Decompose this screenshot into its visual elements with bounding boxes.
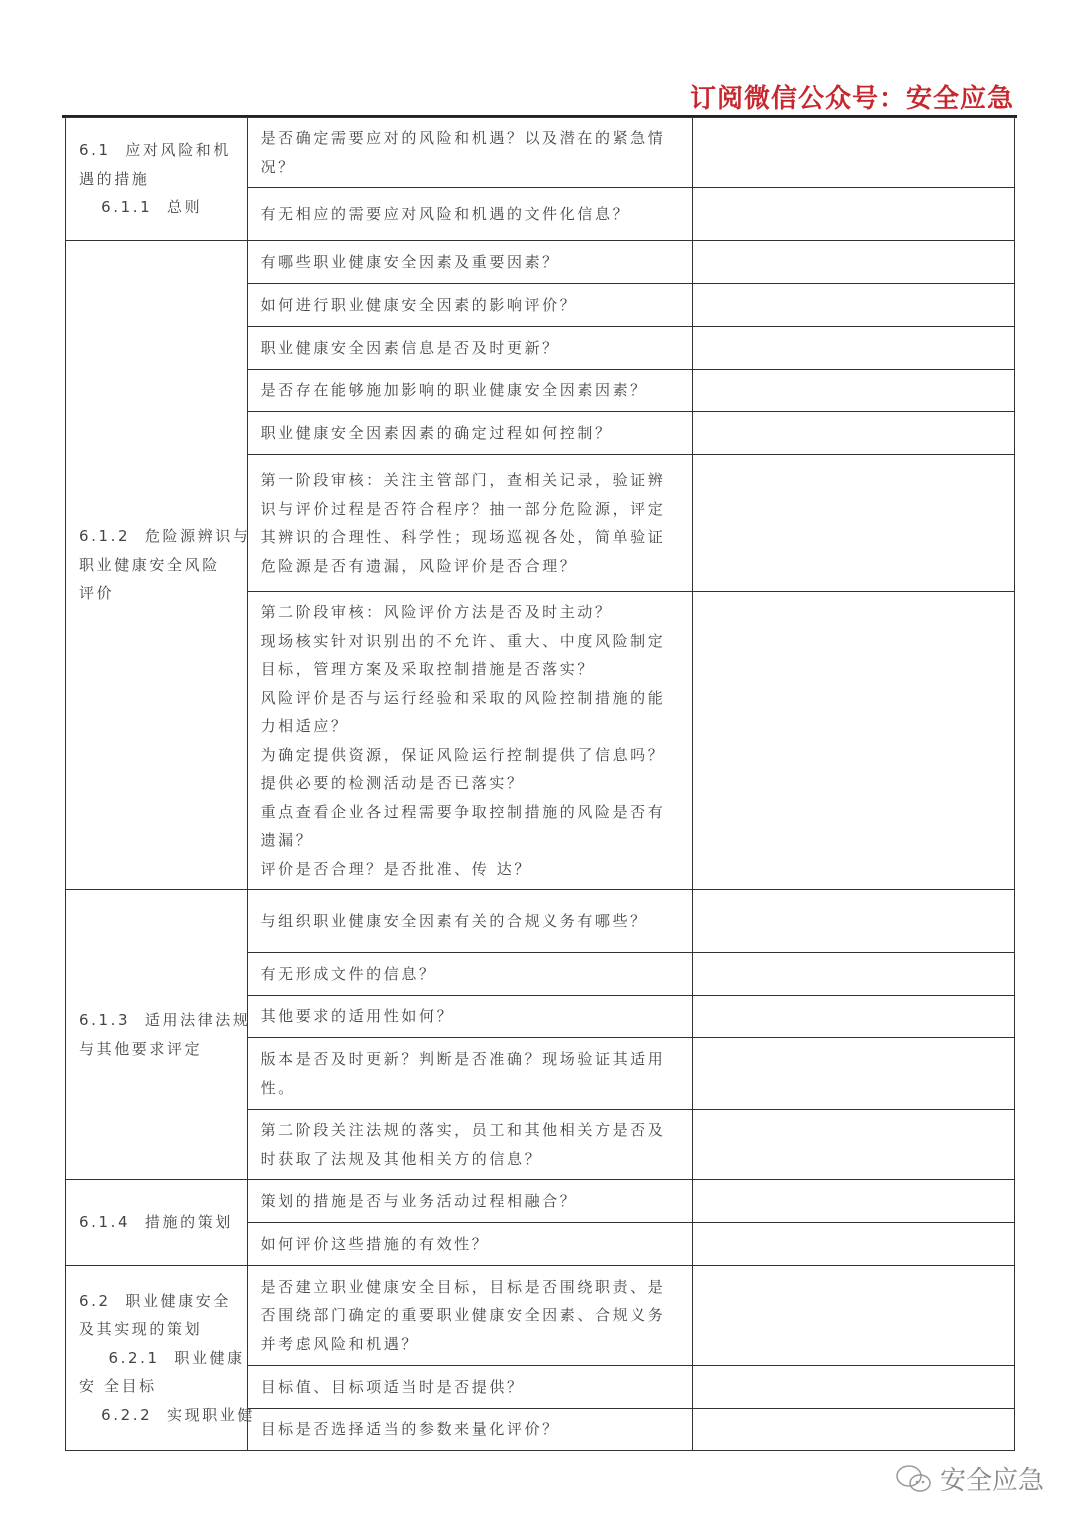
section-label-line: 6.1.4 措施的策划	[79, 1213, 233, 1232]
answer-cell[interactable]	[692, 241, 1014, 284]
answer-cell[interactable]	[692, 188, 1014, 241]
question-cell: 有哪些职业健康安全因素及重要因素？	[247, 241, 692, 284]
answer-cell[interactable]	[692, 327, 1014, 370]
answer-cell[interactable]	[692, 370, 1014, 412]
question-cell: 职业健康安全因素因素的确定过程如何控制？	[247, 412, 692, 455]
question-cell: 是否确定需要应对的风险和机遇？以及潜在的紧急情况？	[247, 118, 692, 188]
section-label-cell	[66, 890, 251, 1180]
question-cell: 如何进行职业健康安全因素的影响评价？	[247, 284, 692, 327]
question-cell: 是否建立职业健康安全目标，目标是否围绕职责、是否围绕部门确定的重要职业健康安全因素、合规义务并考虑风险和机遇？	[247, 1266, 692, 1366]
section-label-line: 6.1.3 适用法律法规	[79, 1011, 251, 1029]
answer-cell[interactable]	[692, 455, 1014, 592]
header-title: 订阅微信公众号：安全应急	[689, 84, 1014, 114]
question-cell: 目标是否选择适当的参数来量化评价？	[247, 1409, 692, 1451]
question-cell: 与组织职业健康安全因素有关的合规义务有哪些？	[247, 890, 692, 953]
section-label-cell	[66, 241, 251, 890]
footer-account-name: 安全应急	[939, 1466, 1044, 1496]
answer-cell[interactable]	[692, 118, 1014, 188]
section-label-line: 安 全目标	[79, 1377, 157, 1396]
section-label-line: 评价	[79, 584, 115, 603]
answer-cell[interactable]	[692, 1038, 1014, 1110]
answer-cell[interactable]	[692, 1110, 1014, 1180]
section-label-cell	[66, 1180, 248, 1266]
question-cell: 目标值、目标项适当时是否提供？	[247, 1366, 692, 1409]
answer-cell[interactable]	[692, 953, 1014, 996]
section-label-line: 遇的措施	[79, 169, 150, 188]
section-label-line: 6.1 应对风险和机	[79, 141, 231, 160]
answer-cell[interactable]	[692, 890, 1014, 953]
audit-checklist-table	[65, 117, 1015, 1451]
section-label-line: 与其他要求评定	[79, 1039, 203, 1058]
table-row	[66, 118, 1015, 188]
section-label-line: 6.2.1 职业健康	[79, 1348, 245, 1367]
question-cell: 如何评价这些措施的有效性？	[247, 1223, 692, 1266]
answer-cell[interactable]	[692, 1366, 1014, 1409]
section-label-line: 6.1.1 总则	[79, 198, 203, 217]
question-cell: 是否存在能够施加影响的职业健康安全因素因素？	[247, 370, 692, 412]
section-label-line: 6.2.2 实现职业健	[79, 1405, 256, 1424]
question-cell: 职业健康安全因素信息是否及时更新？	[247, 327, 692, 370]
answer-cell[interactable]	[692, 1180, 1014, 1223]
question-cell: 第一阶段审核：关注主管部门，查相关记录，验证辨识与评价过程是否符合程序？抽一部分危险源，评定其辨识的合理性、科学性；现场巡视各处，简单验证危险源是否有遗漏，风险评价是否合理？	[247, 455, 692, 592]
question-cell: 策划的措施是否与业务活动过程相融合？	[247, 1180, 692, 1223]
section-label-line: 及其实现的策划	[79, 1320, 203, 1339]
section-label-line: 6.1.2 危险源辨识与	[79, 527, 251, 546]
answer-cell[interactable]	[692, 996, 1014, 1038]
table-row	[66, 1180, 1015, 1223]
wechat-icon	[894, 1462, 934, 1496]
section-label-cell	[66, 118, 248, 241]
table-row	[66, 241, 1015, 284]
answer-cell[interactable]	[692, 592, 1014, 890]
footer-watermark	[894, 1460, 1044, 1497]
answer-cell[interactable]	[692, 1223, 1014, 1266]
answer-cell[interactable]	[692, 1266, 1014, 1366]
answer-cell[interactable]	[692, 412, 1014, 455]
answer-cell[interactable]	[692, 1409, 1014, 1451]
question-cell: 第二阶段关注法规的落实，员工和其他相关方是否及时获取了法规及其他相关方的信息？	[247, 1110, 692, 1180]
section-label-cell	[66, 1266, 256, 1451]
section-label-line: 6.2 职业健康安全	[79, 1291, 231, 1310]
answer-cell[interactable]	[692, 284, 1014, 327]
table-row	[66, 1266, 1015, 1366]
question-cell: 有无相应的需要应对风险和机遇的文件化信息？	[247, 188, 692, 241]
question-cell: 第二阶段审核：风险评价方法是否及时主动？ 现场核实针对识别出的不允许、重大、中度风险制定目标，管理方案及采取控制措施是否落实？ 风险评价是否与运行经验和采取的风险控制措施的能力相适应？ 为确定提供资源，保证风险运行控制提供了信息吗？ 提供必要的检测活动是否已落实？ 重点查看企业各过程需要争取控制措施的风险是否有遗漏？ 评价是否合理？是否批准、传 达？	[247, 592, 692, 890]
question-cell: 版本是否及时更新？判断是否准确？现场验证其适用性。	[247, 1038, 692, 1110]
table-row	[66, 890, 1015, 953]
question-cell: 其他要求的适用性如何？	[247, 996, 692, 1038]
question-cell: 有无形成文件的信息？	[247, 953, 692, 996]
section-label-line: 职业健康安全风险	[79, 555, 220, 574]
